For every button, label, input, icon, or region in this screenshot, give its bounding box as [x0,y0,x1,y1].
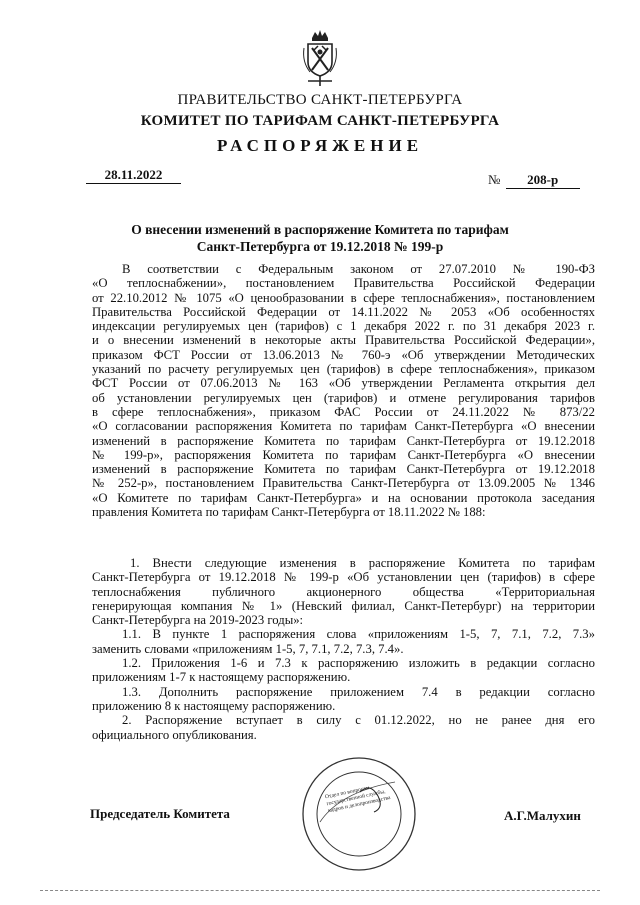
item-line: 1.2. Приложения 1-6 и 7.3 к распоряжению изложить в редакции согласно [122,656,595,671]
item-line: 1.3. Дополнить распоряжение приложением 7.4 в редакции согласно [122,684,595,699]
preamble-line: в сфере теплоснабжения», приказом ФАС России от 24.11.2022 № 873/22 [92,404,595,419]
preamble-line: указаний по расчету регулируемых цен (тарифов) в сфере теплоснабжения», приказом [92,362,595,377]
official-stamp [300,752,418,876]
preamble-line: «О теплоснабжении», постановлением Правительства Российской Федерации [92,276,595,291]
preamble-line: и о внесении изменений в некоторые акты Правительства Российской Федерации», [92,333,595,348]
title-line: Санкт-Петербурга от 19.12.2018 № 199-р [196,239,444,254]
preamble-line: приказом ФСТ России от 13.06.2013 № 760-э «Об утверждении Методических [92,347,595,362]
item-line: Санкт-Петербурга на 2019-2023 годы»: [92,613,304,628]
document-type: РАСПОРЯЖЕНИЕ [216,136,424,155]
title-line: О внесении изменений в распоряжение Комитета по тарифам [131,222,509,237]
preamble [92,262,595,519]
preamble-line: от 22.10.2012 № 1075 «О ценообразовании в сфере теплоснабжения», постановлением [92,290,595,305]
preamble-line: № 252-р», постановлением Правительства Санкт-Петербурга от 13.09.2005 № 1346 [92,476,595,491]
preamble-line: «О согласовании распоряжения Комитета по тарифам Санкт-Петербурга «О внесении [92,419,595,434]
stamp-inner-text: Отдел по вопросам государственной службы, кадров и делопроизводства [324,785,392,815]
signatory-position: Председатель Комитета [90,806,230,821]
item-line: генерирующая компания № 1» (Невский филиал, Санкт-Петербург) на территории [92,598,595,613]
preamble-line: В соответствии с Федеральным законом от 27.07.2010 № 190-ФЗ [122,262,595,276]
preamble-line: Правительства Российской Федерации от 14.11.2022 № 2053 «Об особенностях [92,304,595,319]
committee-name: КОМИТЕТ ПО ТАРИФАМ САНКТ-ПЕТЕРБУРГА [140,113,500,129]
number-prefix: № [488,172,501,187]
number-value: 208-р [506,172,580,189]
page-bottom-divider [40,890,600,893]
document-number [488,172,580,189]
item-line: приложению 8 к настоящему распоряжению. [92,698,336,713]
preamble-line: «О Комитете по тарифам Санкт-Петербурга» и на основании протокола заседания [92,490,595,505]
preamble-line: об установлении регулируемых цен (тарифов) и отмене регулирования тарифов [92,390,595,405]
item-line: приложениям 1-7 к настоящему распоряжению. [92,670,351,685]
preamble-line: изменений в распоряжение Комитета по тарифам Санкт-Петербурга от 19.12.2018 [92,462,595,477]
preamble-line: ФСТ России от 07.06.2013 № 163 «Об утверждении Регламента открытия дел [92,376,595,391]
preamble-line: правления Комитета по тарифам Санкт-Петербурга от 18.11.2022 № 188: [92,505,486,520]
government-name: ПРАВИТЕЛЬСТВО САНКТ-ПЕТЕРБУРГА [177,92,463,108]
document-date: 28.11.2022 [86,167,181,184]
coat-of-arms-icon [300,28,340,88]
preamble-line: № 199-р», распоряжения Комитета по тарифам Санкт-Петербурга «О внесении [92,447,595,462]
item-line: 1.1. В пункте 1 распоряжения слова «приложениям 1-5, 7, 7.1, 7.2, 7.3» [122,627,595,642]
item-line: заменить словами «приложениям 1-5, 7, 7.1, 7.2, 7.3, 7.4». [92,641,404,656]
item-line: официального опубликования. [92,727,257,742]
item-line: 2. Распоряжение вступает в силу с 01.12.2022, но не ранее дня его [122,713,595,728]
preamble-line: изменений в распоряжение Комитета по тарифам Санкт-Петербурга от 19.12.2018 [92,433,595,448]
signatory-name: А.Г.Малухин [504,808,581,823]
item-line: Санкт-Петербурга от 19.12.2018 № 199-р «Об установлении цен (тарифов) в сфере [92,570,595,585]
order-items [92,556,595,742]
item-line: теплоснабжения публичного акционерного общества «Территориальная [92,584,595,599]
item-line: 1. Внести следующие изменения в распоряжение Комитета по тарифам [130,556,595,570]
preamble-line: индексации регулируемых цен (тарифов) с 1 декабря 2022 г. по 31 декабря 2023 г. [92,319,595,334]
document-title [0,221,640,255]
